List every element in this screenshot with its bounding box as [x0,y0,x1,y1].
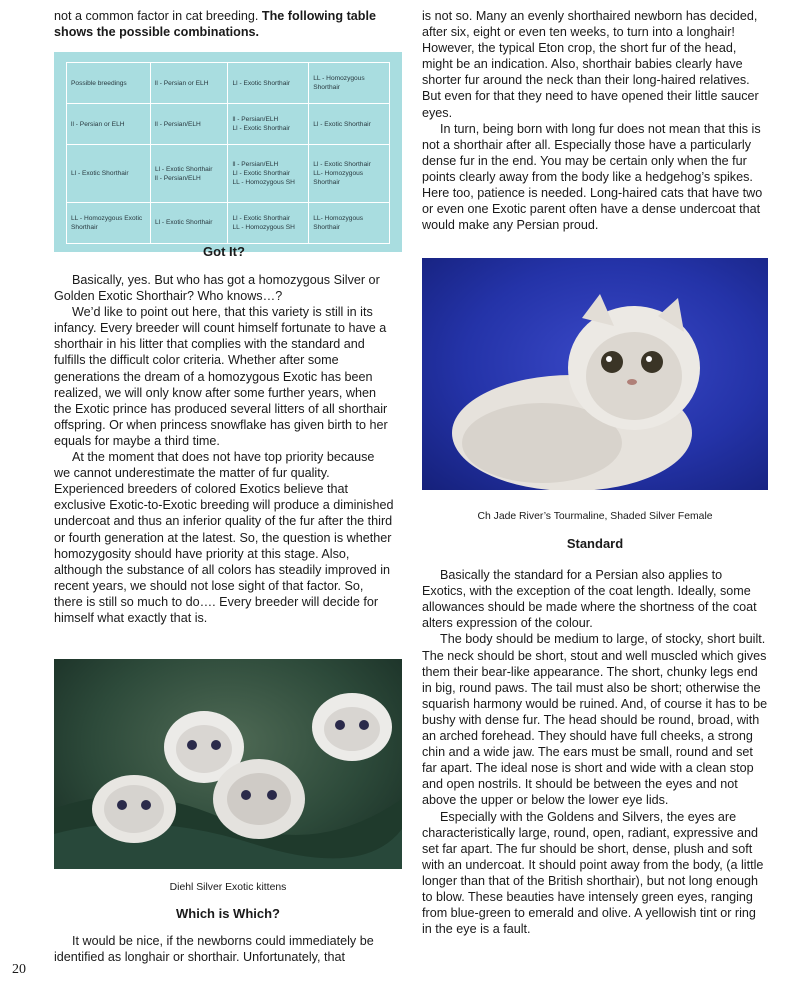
cell-line: Ll - Exotic Shorthair [313,161,371,169]
table-cell [309,145,390,202]
table-row [67,145,390,202]
cell-line: ll - Persian/ELH [232,116,279,124]
left-column-body [54,244,394,626]
breeding-table [66,62,390,244]
body-paragraph: It would be nice, if the newborns could immediately be identified as longhair or shorthair. Unfortunately, that [54,934,374,965]
cell-line: ll - Persian/ELH [154,120,201,128]
page-number: 20 [12,962,26,977]
left-column-top [54,8,394,40]
body-paragraph: In turn, being born with long fur does not mean that this is not a shorthair after all. Especially those have a particularly dense fur in the end. You may be certain only when the fur points clearly away from the body like a hedgehog’s spikes. Here too, patience is needed. Long-haired cats that have two or even one Exotic parent often have a dense undercoat that would make any Persian proud. [422,121,763,233]
table-cell: Possible breedings [67,63,151,104]
table-cell: Ll - Exotic Shorthair [67,145,151,202]
body-paragraph: is not so. Many an evenly shorthaired newborn has decided, after six, eight or even ten weeks, to turn into a longhair! However, the typical Eton crop, the short fur of the head, might be an indication. Also, shorthair babies clearly have shorter fur around the neck than their long-haired relatives. But even for that they need to have opened their little saucer eyes. [422,9,759,120]
cat-caption: Ch Jade River’s Tourmaline, Shaded Silver Female [477,511,713,522]
body-paragraph: The body should be medium to large, of stocky, short built. The neck should be short, stout and well muscled which gives them their bear-like appearance. The short, chunky legs end in big, round paws. The tail must also be short; otherwise the squarish harmony would be ruined. And, of course it has to be bushy with dense fur. The head should be round, broad, with an arched forehead. They should have full cheeks, a strong chin and a wide jaw. The ears must be small, round and set far apart. The ideal nose is short and wide with a clean stop and open nostrils. It should be between the eyes and not above the upper or below the lower eye lids. [422,632,768,808]
intro-paragraph [54,8,394,40]
body-paragraph: Basically, yes. But who has got a homozygous Silver or Golden Exotic Shorthair? Who knows…? [54,273,380,304]
kittens-caption: Diehl Silver Exotic kittens [169,882,287,893]
right-column-bottom [422,509,768,937]
cell-line: LL - Homozygous SH [232,179,295,187]
cat-illustration [422,258,768,490]
table-cell: Ll - Exotic Shorthair [228,63,309,104]
table-cell: LL - Homozygous Exotic Shorthair [67,202,151,243]
table-row [67,104,390,145]
table-header-row [67,63,390,104]
heading-standard: Standard [566,536,624,552]
right-column-top [422,8,768,233]
cell-line: LL- Homozygous Shorthair [313,170,364,187]
cell-line: LL- Homozygous Shorthair [313,214,364,231]
cell-line: Ll - Exotic Shorthair [313,120,371,128]
table-cell [228,202,309,243]
body-paragraph: We’d like to point out here, that this variety is still in its infancy. Every breeder will count himself fortunate to have a shorthair in his litter that complies with the standard and fulfills the difficult color criteria. Whether after some generations the dream of a homozygous Exotic has been realized, we will only know after some further years, when the Exotic prince has produced several litters of all shorthair offspring. Or when princess snowflake has given birth to her equals for maybe a third time. [54,305,388,448]
table-cell [309,202,390,243]
heading-got-it: Got It? [203,244,245,259]
cell-line: Ll - Exotic Shorthair [232,170,291,178]
table-cell [150,104,228,145]
cat-photo [422,258,768,490]
cell-line: Ll - Exotic Shorthair [154,219,213,227]
table-cell: ll - Persian or ELH [67,104,151,145]
table-cell [309,104,390,145]
table-cell [228,145,309,202]
body-paragraph: At the moment that does not have top priority because we cannot underestimate the matter of fur quality. Experienced breeders of colored Exotics believe that exclusive Exotic-to-Exotic breeding will produce a diminished undercoat and thus an inferior quality of the fur after the third or fourth generation at the latest. So, the question is whether homozygosity should have priority at this stage. Also, although the substance of all colors has steadily improved in recent years, we should not lose sight of that factor. So, there is still so much to do…. Every breeder will decide for himself what exactly that is. [54,450,394,625]
cell-line: LL - Homozygous SH [232,223,295,231]
breeding-table-image [54,52,402,252]
left-column-bottom [54,880,402,965]
table-row [67,202,390,243]
cell-line: ll - Persian/ELH [232,161,279,169]
table-cell: ll - Persian or ELH [150,63,228,104]
table-cell [228,104,309,145]
heading-which-is-which: Which is Which? [176,906,280,922]
cell-line: ll - Persian/ELH [154,174,201,182]
table-cell [150,145,228,202]
cell-line: Ll - Exotic Shorthair [154,165,213,173]
cell-line: Ll - Exotic Shorthair [232,214,291,222]
kittens-illustration [54,659,402,869]
intro-text: not a common factor in cat breeding. [54,9,262,23]
intro-bold-text: The following table shows the possible combinations. [54,9,376,40]
body-paragraph: Basically the standard for a Persian also applies to Exotics, with the exception of the coat length. Ideally, some allowances should be made where the shortness of the coat alters expression of the colour. [422,568,757,631]
table-cell [150,202,228,243]
cell-line: Ll - Exotic Shorthair [232,125,291,133]
body-paragraph: Especially with the Goldens and Silvers, the eyes are characteristically large, round, open, radiant, expressive and set far apart. The fur should be short, dense, plush and soft with an undercoat. It should point away from the body, (a little longer than that of the British shorthair), but not long enough to blow. These beauties have intensely green eyes, ranging from blue-green to emerald and olive. A yellowish tint or ring in the eye is a fault. [422,809,764,937]
kittens-photo [54,659,402,869]
table-cell: LL - Homozygous Shorthair [309,63,390,104]
